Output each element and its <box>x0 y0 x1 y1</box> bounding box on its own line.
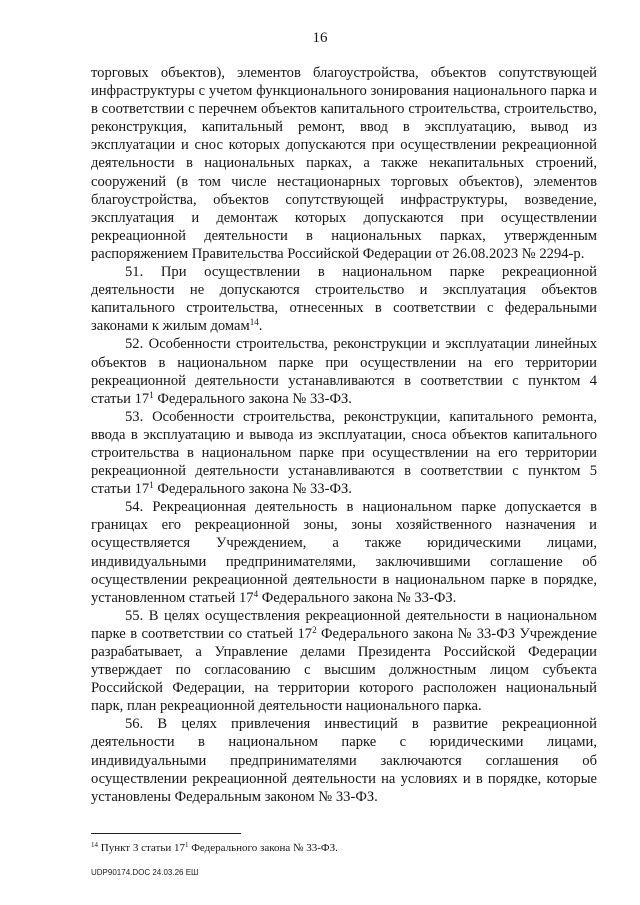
page-number: 16 <box>312 30 328 46</box>
document-body <box>91 64 597 806</box>
paragraph-56: 56. В целях привлечения инвестиций в развитие рекреационной деятельности в национальном парке с юридическими лицами, индивидуальными предпринимателями заключаются соглашения об осуществлении рекреационной деятельности на условиях и в порядке, которые установлены Федеральным законом № 33-ФЗ. <box>91 716 597 805</box>
paragraph-51: 51. При осуществлении в национальном парке рекреационной деятельности не допускаются строительство и эксплуатация объектов капитального строительства, отнесенных в соответствии с федеральными законами к жилым домам$^{14}$. <box>91 264 597 335</box>
document-id: UDP90174.DOC 24.03.26 ЕШ <box>91 868 199 877</box>
footnote-divider <box>91 833 241 834</box>
paragraph-55: 55. В целях осуществления рекреационной деятельности в национальном парке в соответствии со статьей $17^2$ Федерального закона № 33-ФЗ Учреждение разрабатывает, а Управление делами Президента Российской Федерации утверждает по согласованию с высшим должностным лицом субъекта Российской Федерации, на территории которого расположен национальный парк, план рекреационной деятельности национального парка. <box>91 607 598 715</box>
paragraph-53: 53. Особенности строительства, реконструкции, капитального ремонта, ввода в эксплуатацию и вывода из эксплуатации, сноса объектов капитального строительства в национальном парке при осуществлении на его территории рекреационной деятельности устанавливаются в соответствии с пунктом 5 статьи $17^1$ Федерального закона № 33-ФЗ. <box>91 408 597 498</box>
paragraph-52: 52. Особенности строительства, реконструкции и эксплуатации линейных объектов в национальном парке при осуществлении на его территории рекреационной деятельности устанавливаются в соответствии с пунктом 4 статьи $17^1$ Федерального закона № 33-ФЗ. <box>91 336 597 407</box>
footnote-14: $^{14}$ Пункт 3 статьи $17^1$ Федерального закона № 33-ФЗ. <box>91 841 338 854</box>
paragraph-continuation: торговых объектов), элементов благоустройства, объектов сопутствующей инфраструктуры с учетом функционального зонирования национального парка и в соответствии с перечнем объектов капитального строительства, строительство, реконструкция, капитальный ремонт, ввод в эксплуатацию, вывод из эксплуатации и снос которых допускаются при осуществлении рекреационной деятельности в национальных парках, а также некапитальных строений, сооружений (в том числе нестационарных торговых объектов), элементов благоустройства, объектов сопутствующей инфраструктуры, возведение, эксплуатация и демонтаж которых допускаются при осуществлении рекреационной деятельности в национальных парках, утвержденным распоряжением Правительства Российской Федерации от 26.08.2023 № 2294-р. <box>91 65 597 262</box>
paragraph-54: 54. Рекреационная деятельность в национальном парке допускается в границах его рекреационной зоны, зоны хозяйственного назначения и осуществляется Учреждением, а также юридическими лицами, индивидуальными предпринимателями, заключившими соглашение об осуществлении рекреационной деятельности в национальном парке в порядке, установленном статьей $17^4$ Федерального закона № 33-ФЗ. <box>91 499 597 606</box>
footnote-ref-14[interactable]: 14 <box>249 317 259 328</box>
